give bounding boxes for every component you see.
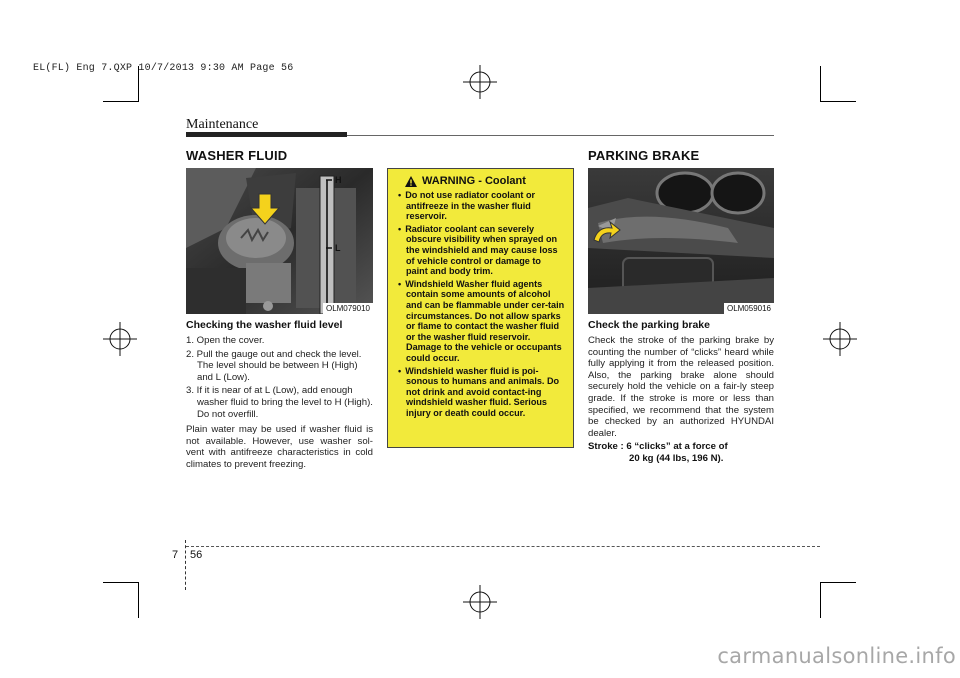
washer-reservoir-illustration bbox=[186, 168, 373, 314]
header-bar bbox=[186, 132, 347, 137]
warning-item: • Windshield Washer fluid agents contain some amounts of alcohol and can be flammable under cer-tain circumstances. Do not allow sparks or flame to contact the washer fluid or the washer fluid reservoir. Damage to the vehicle or occupants could occur. bbox=[395, 279, 565, 364]
crop-mark bbox=[820, 101, 856, 102]
print-info: EL(FL) Eng 7.QXP 10/7/2013 9:30 AM Page 56 bbox=[33, 63, 294, 74]
crop-mark bbox=[103, 101, 139, 102]
washer-note: Plain water may be used if washer fluid is not available. However, use washer sol-vent with antifreeze characteristics in cold climates to prevent freezing. bbox=[186, 424, 373, 470]
registration-mark-icon bbox=[463, 65, 497, 99]
crop-mark bbox=[820, 582, 856, 583]
figure-label: OLM059016 bbox=[724, 303, 774, 314]
footer-separator bbox=[185, 540, 186, 590]
warning-item: • Windshield washer fluid is poi-sonous to humans and animals. Do not drink and avoid contact-ing windshield washer fluid. Serious injury or death could occur. bbox=[395, 366, 565, 419]
registration-mark-icon bbox=[103, 322, 137, 356]
washer-steps bbox=[186, 335, 373, 422]
chapter-number: 7 bbox=[172, 549, 179, 561]
parking-brake-illustration bbox=[588, 168, 774, 314]
registration-mark-icon bbox=[823, 322, 857, 356]
stroke-spec-line: Stroke : 6 “clicks” at a force of bbox=[588, 441, 728, 452]
step-item: 3. If it is near of at L (Low), add enough washer fluid to bring the level to H (High). Do not overfill. bbox=[186, 385, 373, 420]
gauge-high-label: H bbox=[335, 175, 342, 185]
warning-label: WARNING - bbox=[422, 175, 485, 187]
warning-topic: Coolant bbox=[484, 175, 526, 187]
crop-mark bbox=[820, 66, 821, 102]
stroke-spec bbox=[588, 441, 774, 464]
figure-label: OLM079010 bbox=[323, 303, 373, 314]
watermark: carmanualsonline.info bbox=[717, 644, 956, 668]
step-item: 1. Open the cover. bbox=[186, 335, 265, 346]
washer-fluid-figure bbox=[186, 168, 373, 314]
warning-item: • Radiator coolant can severely obscure visibility when sprayed on the windshield and may cause loss of vehicle control or damage to paint and body trim. bbox=[395, 224, 565, 277]
warning-triangle-icon bbox=[405, 176, 417, 187]
parking-heading: Check the parking brake bbox=[588, 319, 710, 331]
washer-heading: Checking the washer fluid level bbox=[186, 319, 343, 331]
footer-rule bbox=[186, 546, 820, 547]
page-header-title: Maintenance bbox=[186, 117, 259, 132]
registration-mark-icon bbox=[463, 585, 497, 619]
parking-body: Check the stroke of the parking brake by counting the number of “clicks” heard while fully applying it from the released position. Also, the parking brake alone should securely hold the vehicle on a fair-ly steep grade. If the stroke is more or less than specified, we recommend that the system be checked by an authorized HYUNDAI dealer. bbox=[588, 335, 774, 439]
step-item: 2. Pull the gauge out and check the level. The level should be between H (High) and L (Low). bbox=[186, 348, 362, 383]
parking-section-title: PARKING BRAKE bbox=[588, 148, 700, 163]
header-rule bbox=[347, 135, 774, 136]
parking-brake-figure bbox=[588, 168, 774, 314]
crop-mark bbox=[820, 582, 821, 618]
stroke-spec-line: 20 kg (44 lbs, 196 N). bbox=[629, 452, 724, 464]
page-number: 56 bbox=[190, 549, 203, 561]
washer-section-title: WASHER FLUID bbox=[186, 148, 288, 163]
warning-box bbox=[387, 168, 574, 448]
crop-mark bbox=[103, 582, 139, 583]
warning-list bbox=[395, 190, 565, 418]
warning-item: • Do not use radiator coolant or antifreeze in the washer fluid reservoir. bbox=[395, 190, 565, 222]
gauge-low-label: L bbox=[335, 243, 341, 253]
warning-title bbox=[395, 175, 565, 187]
crop-mark bbox=[138, 582, 139, 618]
